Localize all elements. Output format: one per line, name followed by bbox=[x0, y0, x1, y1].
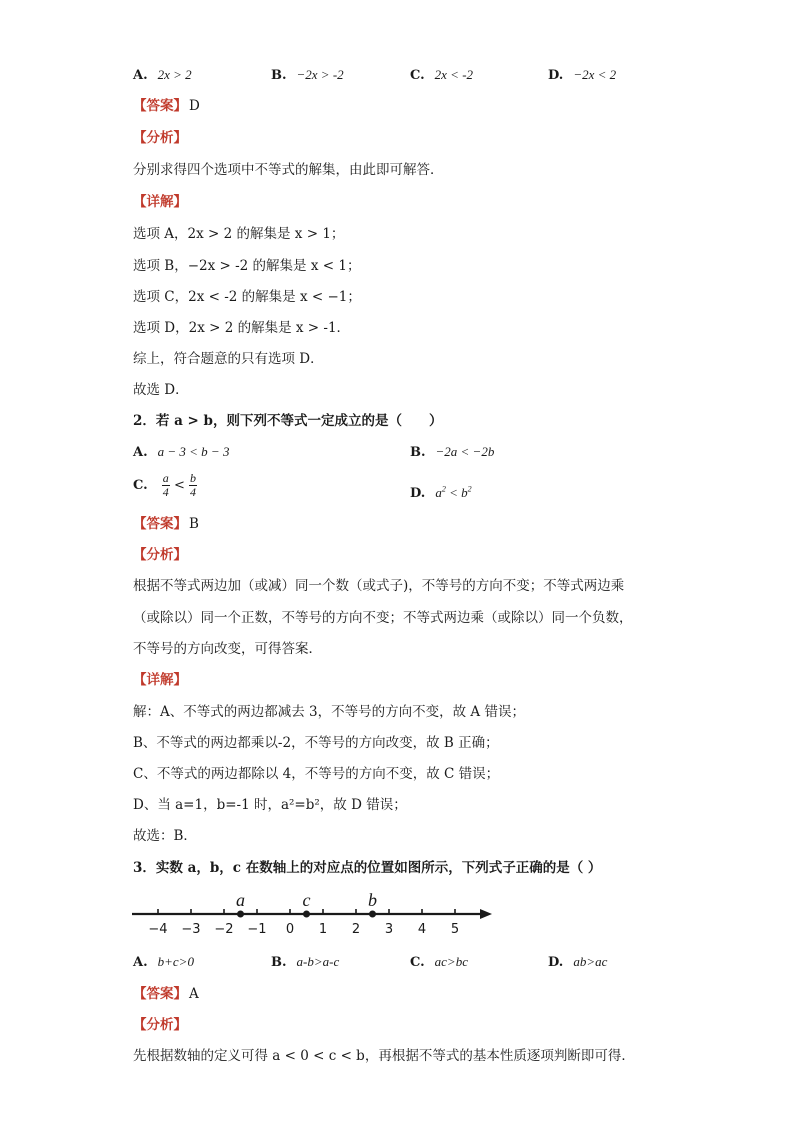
q3-option-b bbox=[271, 953, 339, 972]
q2-option-b bbox=[410, 443, 494, 462]
tick-label: 1 bbox=[318, 922, 328, 937]
q2-detail-line: 解：A、不等式的两边都减去 3，不等号的方向不变，故 A 错误； bbox=[133, 704, 525, 720]
tick-label: 0 bbox=[285, 922, 295, 937]
fraction bbox=[189, 472, 197, 499]
q2-detail-line: 故选：B． bbox=[133, 828, 197, 844]
fraction-numerator: a bbox=[162, 471, 169, 485]
base: a bbox=[435, 485, 442, 501]
q2-analysis-line: （或除以）同一个正数，不等号的方向不变；不等式两边乘（或除以）同一个负数， bbox=[133, 610, 633, 626]
q3-answer bbox=[133, 985, 199, 1003]
q1-option-b bbox=[271, 66, 344, 85]
option-label: B. bbox=[271, 955, 287, 970]
option-label: B. bbox=[410, 445, 426, 460]
point-label-b: b bbox=[368, 890, 377, 910]
answer-tag: 【答案】 bbox=[133, 98, 187, 114]
q3-option-d bbox=[548, 953, 607, 972]
q1-option-c bbox=[410, 66, 473, 85]
q1-detail-line: 选项 D，2x > 2 的解集是 x > -1． bbox=[133, 320, 351, 336]
tick-label: −2 bbox=[214, 922, 234, 937]
fraction-numerator: b bbox=[189, 471, 196, 485]
option-expr: −2a < −2b bbox=[435, 444, 495, 459]
q3-analysis-tag bbox=[133, 1016, 187, 1034]
q3-analysis: 先根据数轴的定义可得 a < 0 < c < b，再根据不等式的基本性质逐项判断即可得． bbox=[133, 1048, 635, 1064]
q1-detail-tag bbox=[133, 193, 187, 211]
q2-detail-line: B、不等式的两边都乘以-2，不等号的方向改变，故 B 正确； bbox=[133, 735, 499, 751]
q1-option-a bbox=[133, 66, 192, 85]
answer-tag: 【答案】 bbox=[133, 986, 187, 1002]
tick-label: 3 bbox=[384, 922, 394, 937]
option-label: C. bbox=[133, 478, 148, 493]
q1-detail-line: 综上，符合题意的只有选项 D． bbox=[133, 351, 324, 367]
q1-detail-line: 选项 C，2x < -2 的解集是 x < −1； bbox=[133, 289, 361, 305]
option-label: C. bbox=[410, 955, 425, 970]
analysis-tag: 【分析】 bbox=[133, 1017, 187, 1033]
fraction-denominator: 4 bbox=[162, 485, 169, 499]
tick-label: 5 bbox=[450, 922, 460, 937]
option-expr: ab>ac bbox=[573, 954, 608, 969]
relation: < bbox=[449, 485, 458, 501]
q3-question: 3．实数 a，b，c 在数轴上的对应点的位置如图所示，下列式子正确的是（ ） bbox=[133, 860, 602, 876]
q2-detail-line: C、不等式的两边都除以 4，不等号的方向不变，故 C 错误； bbox=[133, 766, 500, 782]
tick-label: −4 bbox=[148, 922, 168, 937]
answer-tag: 【答案】 bbox=[133, 516, 187, 532]
q1-answer bbox=[133, 97, 200, 115]
number-line bbox=[130, 888, 500, 938]
tick-label: −1 bbox=[247, 922, 267, 937]
number-line-arrow bbox=[480, 909, 492, 919]
option-expr: ac>bc bbox=[434, 954, 468, 969]
detail-tag: 【详解】 bbox=[133, 672, 187, 688]
q2-option-a bbox=[133, 443, 229, 462]
q2-question: 2．若 a > b，则下列不等式一定成立的是（ ） bbox=[133, 413, 443, 429]
analysis-tag: 【分析】 bbox=[133, 130, 187, 146]
point-c bbox=[303, 911, 310, 918]
point-label-c: c bbox=[302, 890, 311, 910]
exponent: 2 bbox=[441, 485, 446, 494]
option-expr: b+c>0 bbox=[157, 954, 194, 969]
q3-option-a bbox=[133, 953, 194, 972]
q2-analysis-line: 根据不等式两边加（或减）同一个数（或式子)，不等号的方向不变；不等式两边乘 bbox=[133, 578, 625, 594]
q1-option-d bbox=[548, 66, 616, 85]
q1-analysis-tag bbox=[133, 129, 187, 147]
option-label: A. bbox=[133, 955, 148, 970]
q2-option-c bbox=[133, 472, 197, 499]
q1-detail-line: 故选 D． bbox=[133, 382, 189, 398]
q1-detail-line: 选项 B，−2x > -2 的解集是 x < 1； bbox=[133, 258, 361, 274]
option-label: A. bbox=[133, 445, 148, 460]
point-b bbox=[369, 911, 376, 918]
fraction-denominator: 4 bbox=[189, 485, 196, 499]
tick-label: 2 bbox=[351, 922, 361, 937]
relation: < bbox=[173, 478, 185, 493]
option-label: D. bbox=[548, 68, 564, 83]
q3-option-c bbox=[410, 953, 468, 972]
q2-option-d bbox=[410, 481, 472, 503]
option-expr: 2x < -2 bbox=[434, 67, 474, 82]
q2-detail-tag bbox=[133, 671, 187, 689]
option-label: B. bbox=[271, 68, 287, 83]
option-expr: −2x < 2 bbox=[573, 67, 617, 82]
option-label: C. bbox=[410, 68, 425, 83]
point-label-a: a bbox=[236, 890, 245, 910]
option-expr: a − 3 < b − 3 bbox=[157, 444, 230, 459]
option-expr: a-b>a-c bbox=[296, 954, 340, 969]
option-expr: −2x > -2 bbox=[296, 67, 344, 82]
option-label: D. bbox=[548, 955, 564, 970]
tick-label: −3 bbox=[181, 922, 201, 937]
q1-detail-line: 选项 A，2x > 2 的解集是 x > 1； bbox=[133, 226, 345, 242]
q2-analysis-line: 不等号的方向改变，可得答案． bbox=[133, 641, 322, 657]
detail-tag: 【详解】 bbox=[133, 194, 187, 210]
option-expr: 2x > 2 bbox=[157, 67, 192, 82]
q2-analysis-tag bbox=[133, 546, 187, 564]
base: b bbox=[461, 485, 468, 501]
q2-answer bbox=[133, 515, 199, 533]
analysis-tag: 【分析】 bbox=[133, 547, 187, 563]
q1-analysis: 分别求得四个选项中不等式的解集，由此即可解答． bbox=[133, 162, 444, 178]
answer-value: B bbox=[189, 516, 199, 532]
option-label: A. bbox=[133, 68, 148, 83]
fraction bbox=[162, 472, 170, 499]
exponent: 2 bbox=[467, 485, 472, 494]
option-expr bbox=[435, 485, 471, 500]
answer-value: D bbox=[189, 98, 200, 114]
point-a bbox=[237, 911, 244, 918]
answer-value: A bbox=[189, 986, 199, 1002]
option-label: D. bbox=[410, 486, 426, 502]
q2-detail-line: D、当 a=1，b=-1 时，a²=b²，故 D 错误； bbox=[133, 797, 407, 813]
tick-label: 4 bbox=[417, 922, 427, 937]
